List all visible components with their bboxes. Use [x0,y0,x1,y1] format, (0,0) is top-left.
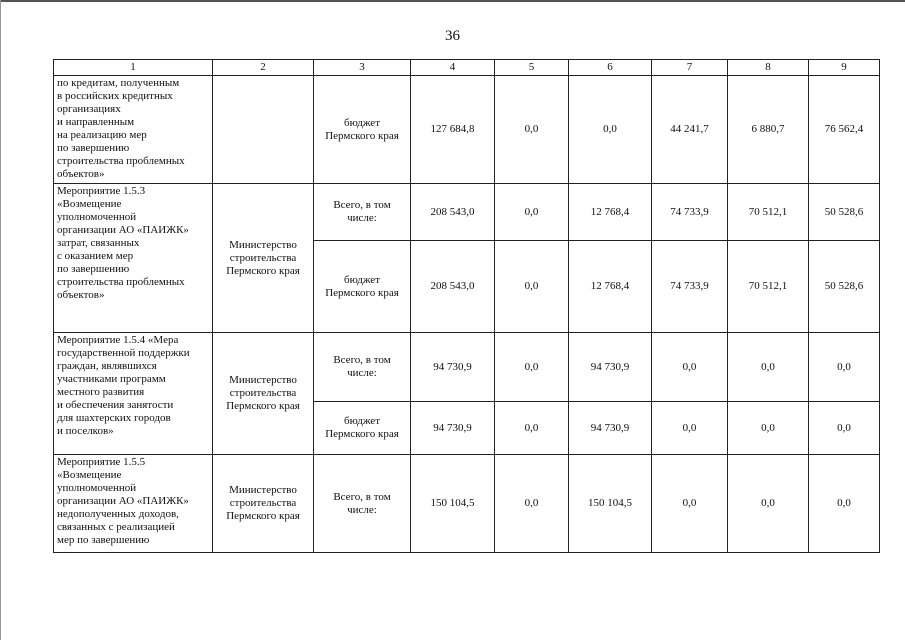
table-row [54,76,880,184]
column-number-row [54,60,880,76]
value-cell: 94 730,9 [569,402,652,455]
value-cell: 0,0 [495,184,569,241]
column-header: 2 [213,60,314,76]
value-cell: 150 104,5 [411,455,495,553]
value-cell: 0,0 [728,455,809,553]
value-cell: 0,0 [495,455,569,553]
table-row [54,455,880,553]
funding-source: Всего, в том числе: [314,333,411,402]
column-header: 1 [54,60,213,76]
page-number: 36 [445,28,460,44]
value-cell: 44 241,7 [652,76,728,184]
top-edge-line [0,0,905,2]
value-cell: 12 768,4 [569,241,652,333]
column-header: 6 [569,60,652,76]
value-cell: 0,0 [728,333,809,402]
table-row [54,184,880,241]
executor-cell [213,76,314,184]
funding-source: бюджет Пермского края [314,241,411,333]
value-cell: 0,0 [728,402,809,455]
funding-source: Всего, в том числе: [314,184,411,241]
value-cell: 0,0 [809,402,880,455]
value-cell: 0,0 [495,333,569,402]
value-cell: 0,0 [652,333,728,402]
value-cell: 94 730,9 [411,333,495,402]
executor-cell: Министерство строительства Пермского края [213,455,314,553]
value-cell: 94 730,9 [411,402,495,455]
value-cell: 0,0 [495,241,569,333]
value-cell: 74 733,9 [652,241,728,333]
value-cell: 0,0 [809,333,880,402]
value-cell: 150 104,5 [569,455,652,553]
value-cell: 0,0 [652,402,728,455]
value-cell: 127 684,8 [411,76,495,184]
value-cell: 208 543,0 [411,184,495,241]
value-cell: 208 543,0 [411,241,495,333]
measure-description: Мероприятие 1.5.3 «Возмещение уполномоченной организации АО «ПАИЖК» затрат, связанных с оказанием мер по завершению строительства проблемных объектов» [54,184,213,333]
funding-source: Всего, в том числе: [314,455,411,553]
column-header: 7 [652,60,728,76]
value-cell: 0,0 [652,455,728,553]
budget-table [53,59,880,553]
column-header: 4 [411,60,495,76]
table-row [54,333,880,402]
value-cell: 0,0 [569,76,652,184]
executor-cell: Министерство строительства Пермского края [213,184,314,333]
value-cell: 0,0 [495,76,569,184]
value-cell: 50 528,6 [809,184,880,241]
left-edge-line [0,0,1,640]
measure-description: Мероприятие 1.5.4 «Мера государственной поддержки граждан, являвшихся участниками программ местного развития и обеспечения занятости для шахтерских городов и поселков» [54,333,213,455]
column-header: 5 [495,60,569,76]
column-header: 3 [314,60,411,76]
column-header: 9 [809,60,880,76]
measure-description: Мероприятие 1.5.5 «Возмещение уполномоченной организации АО «ПАИЖК» недополученных доходов, связанных с реализацией мер по завершению [54,455,213,553]
value-cell: 0,0 [495,402,569,455]
column-header: 8 [728,60,809,76]
value-cell: 12 768,4 [569,184,652,241]
measure-description: по кредитам, полученным в российских кредитных организациях и направленным на реализацию мер по завершению строительства проблемных объектов» [54,76,213,184]
value-cell: 70 512,1 [728,184,809,241]
executor-cell: Министерство строительства Пермского края [213,333,314,455]
funding-source: бюджет Пермского края [314,76,411,184]
value-cell: 74 733,9 [652,184,728,241]
funding-source: бюджет Пермского края [314,402,411,455]
value-cell: 70 512,1 [728,241,809,333]
value-cell: 50 528,6 [809,241,880,333]
value-cell: 0,0 [809,455,880,553]
value-cell: 76 562,4 [809,76,880,184]
value-cell: 6 880,7 [728,76,809,184]
value-cell: 94 730,9 [569,333,652,402]
